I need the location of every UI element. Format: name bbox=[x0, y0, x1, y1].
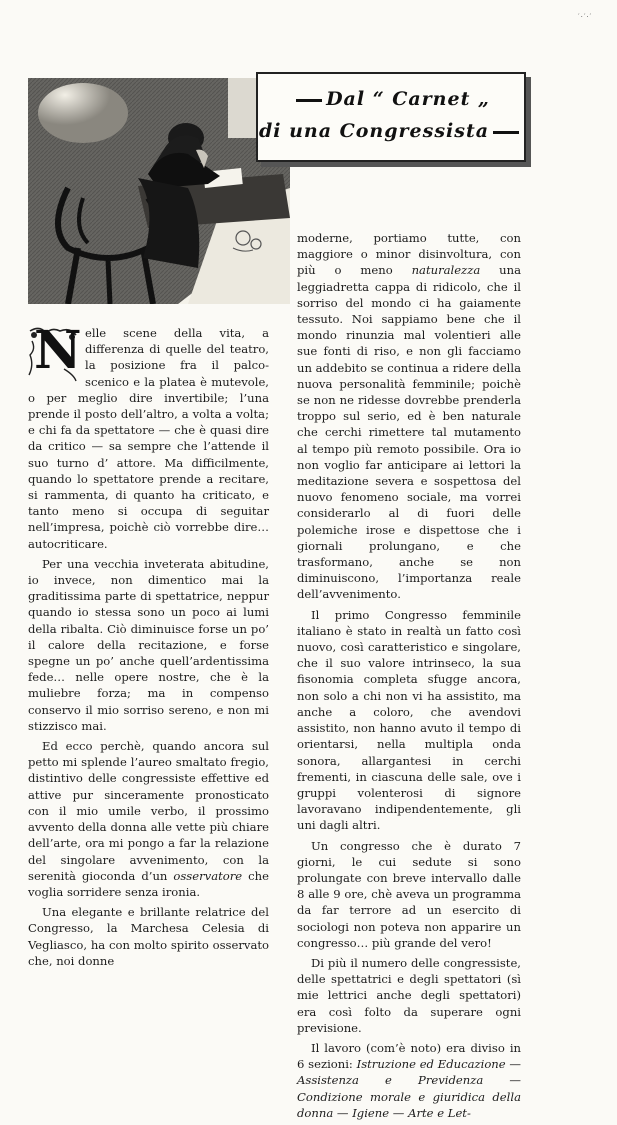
title-text-2: di una Congressista bbox=[258, 120, 490, 142]
left-p3-after: che voglia sorridere senza ironia. bbox=[28, 868, 269, 899]
right-p3: Un congresso che è durato 7 giorni, le cui sedute si sono prolungate con breve intervallo dalle 8 alle 9 ore, chè aveva un programma da far terrore ad un esercito di sociologi non poteva non apparire un congresso… più grande del vero! bbox=[297, 838, 521, 950]
title-box bbox=[256, 72, 526, 162]
left-p3-before: Ed ecco perchè, quando ancora sul petto mi splende l’aureo smaltato fregio, distintivo delle congressiste effettive ed attive pur sinceramente pronosticato con il mio umile verbo, il prossimo avvento della donna alle vette più chiare dell’arte, ora mi pongo a far la relazione del singolare avvenimento, con la serenità gioconda d’un bbox=[28, 739, 269, 883]
right-p1 bbox=[297, 230, 521, 603]
left-p2: Per una vecchia inveterata abitudine, io invece, non dimentico mai la graditissima parte di spettatrice, neppur quando io stessa sono un poco ai lumi della ribalta. Ciò diminuisce forse un po’ il calore della recitazione, e forse spegne un po’ anche quell’ardentissima fede… nelle opere nostre, che è la muliebre forza; ma in compenso conservo il mio sorriso sereno, e non mi stizzisco mai. bbox=[28, 556, 269, 733]
left-column bbox=[28, 320, 269, 973]
left-p1-text: elle scene della vita, a differenza di quelle del teatro, la posizione fra il palco-scenico e la platea è mutevole, o per meglio dire invertibile; l’una prende il posto dell’altro, a volta a volta; e chi fa da spettatore — che è quasi dire da critico — sa sempre che l’attende il suo turno d’ attore. Ma difficilmente, quando lo spettatore prende a recitare, si rammenta, di quanto ha criticato, e tanto meno si occupa di seguitar nell’impresa, poichè ciò vorrebbe dire… autocriticare. bbox=[28, 326, 269, 551]
left-p4: Una elegante e brillante relatrice del Congresso, la Marchesa Celesia di Vegliasco, ha con molto spirito osservato che, noi donne bbox=[28, 905, 269, 968]
page-mark: ′·′·′ bbox=[578, 13, 593, 21]
left-p3 bbox=[28, 738, 269, 900]
title-dash-left bbox=[296, 99, 322, 102]
illustration-svg bbox=[28, 78, 290, 304]
right-p5-em: Istruzione ed Educazione — Assistenza e Previdenza — Condizione morale e giuridica della donna — Igiene — Arte e Let- bbox=[297, 1057, 521, 1120]
paragraph bbox=[28, 320, 269, 552]
title-dash-right bbox=[493, 131, 519, 134]
right-p1-before: moderne, portiamo tutte, con maggiore o minor disinvoltura, con più o meno bbox=[297, 231, 521, 278]
dropcap bbox=[26, 320, 82, 383]
right-column bbox=[297, 230, 521, 1125]
right-p4: Di più il numero delle congressiste, delle spettatrici e degli spettatori (sì mie lettrici anche degli spettatori) era così folto da superare ogni previsione. bbox=[297, 955, 521, 1035]
right-p5 bbox=[297, 1040, 521, 1121]
right-p1-after: una leggiadretta cappa di ridicolo, che il sorriso del mondo ci ha gaiamente tessuto. Noi sappiamo bene che il mondo rinunzia mal volentieri alle sue fonti di riso, e non gli facciamo un addebito se continua a ridere della nuova personalità femminile; poichè se non ne ridesse dovrebbe prenderla troppo sul serio, ed è ben naturale che cerchi rimettere tal mutamento al tempo più remoto possibile. Ora io non voglio far anticipare ai lettori la meditazione severa e sospettosa del nuovo fenomeno sociale, ma vorrei considerarlo al di fuori delle polemiche irose e dispettose che i giornali prolungano, e che trasformano, anche se non diminuiscono, l’importanza reale dell’avvenimento. bbox=[297, 263, 522, 602]
title-text-1: Dal “ Carnet „ bbox=[326, 88, 490, 110]
right-p2: Il primo Congresso femminile italiano è stato in realtà un fatto così nuovo, così caratteristico e singolare, che il suo valore intrinseco, la sua fisonomia completa sfugge ancora, non solo a chi non vi ha assistito, ma anche a coloro, che avendovi assistito, non hanno avuto il tempo di orientarsi, nella multipla onda sonora, allargantesi in cerchi frementi, in ciascuna delle sale, ove i gruppi volenterosi di signore lavoravano indipendentemente, gli uni dagli altri. bbox=[297, 607, 521, 833]
dropcap-letter: N bbox=[34, 320, 82, 381]
illustration-woman-writing bbox=[28, 78, 290, 304]
title-line-2 bbox=[258, 120, 524, 142]
right-p1-em: naturalezza bbox=[411, 263, 481, 278]
left-p3-em: osservatore bbox=[173, 868, 243, 883]
title-line-1 bbox=[258, 88, 524, 110]
right-p5-before: Il lavoro (com’è noto) era diviso in 6 sezioni: bbox=[297, 1040, 521, 1072]
